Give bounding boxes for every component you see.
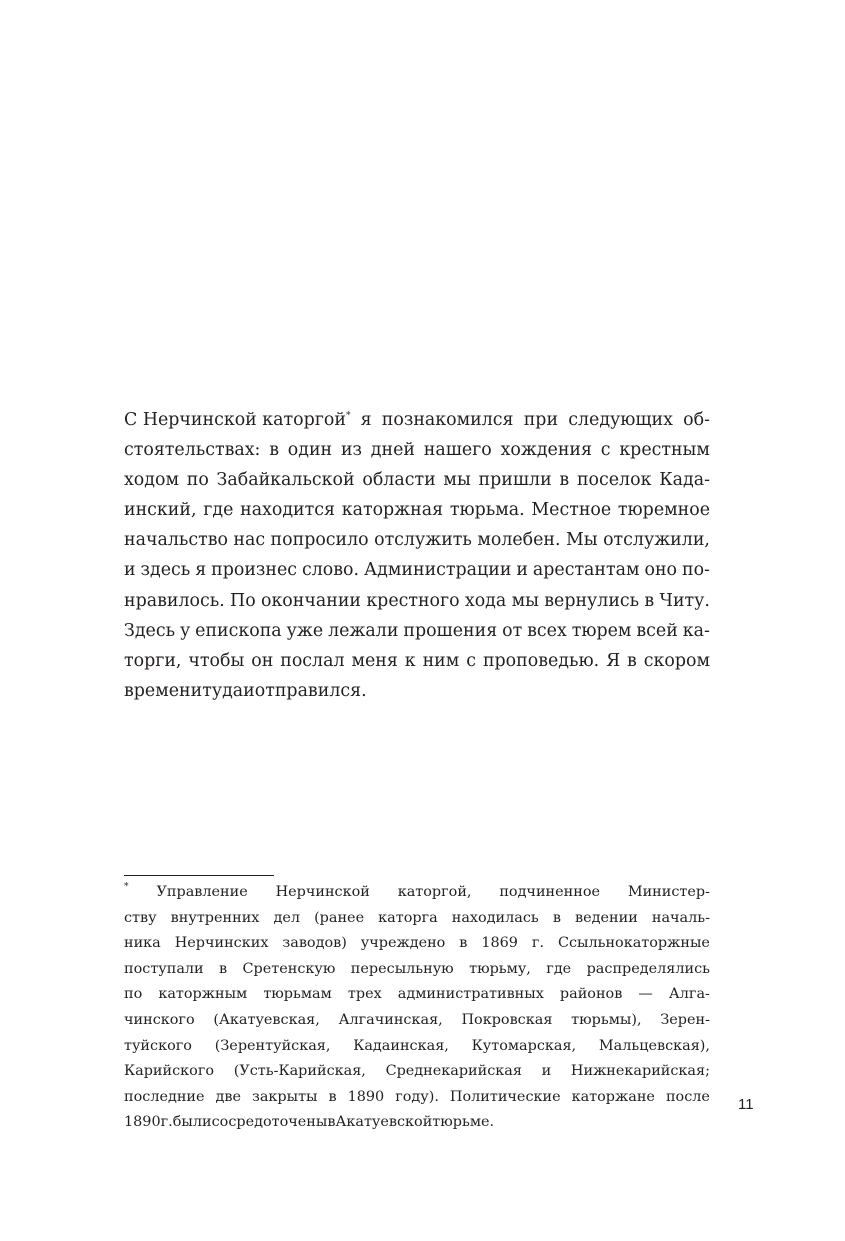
paragraph-line [124, 646, 710, 676]
word: мы [511, 590, 539, 611]
word: с [466, 650, 476, 671]
word: По [230, 590, 256, 611]
word: Читу. [659, 590, 710, 611]
word: ка- [682, 620, 710, 641]
word: мы [443, 470, 471, 491]
word: арестантам [532, 560, 640, 581]
word: районов [559, 986, 623, 1003]
word: у [179, 620, 191, 641]
word: по- [681, 560, 710, 581]
word: времени [124, 680, 203, 701]
word: Местное [531, 500, 612, 521]
paragraph-line [124, 555, 710, 585]
word: г. [531, 935, 545, 952]
word: тюрьме. [432, 1114, 495, 1131]
word: Алга- [668, 986, 710, 1003]
word: ходом [124, 470, 179, 491]
word: отправился. [254, 680, 367, 701]
word: по [124, 986, 143, 1003]
word: каторжным [158, 986, 248, 1003]
word: лежали [328, 620, 399, 641]
word: находится [240, 500, 335, 521]
word: (ранее [314, 909, 365, 926]
word: инский, [124, 500, 197, 521]
word: в [552, 909, 561, 926]
footnote-reference-mark[interactable]: * [345, 411, 351, 421]
paragraph-line-last [124, 676, 710, 706]
footnote-line [124, 1059, 710, 1085]
word: чтобы [188, 650, 245, 671]
word: ника [124, 935, 161, 952]
first-line-start: С Нерчинской каторгой [124, 410, 346, 430]
word: каторгой, [397, 884, 472, 900]
word: произнес [211, 560, 298, 581]
word: тюрьмам [263, 986, 332, 1003]
word: послал [280, 650, 345, 671]
word: от [502, 620, 523, 641]
word: поселок [576, 470, 652, 491]
word: оно [644, 560, 678, 581]
word: — [638, 986, 653, 1003]
word: поступали [124, 960, 204, 977]
word: начальство [124, 530, 228, 551]
word: после [665, 1088, 710, 1105]
word: сосредоточены [211, 1114, 328, 1131]
word: попросило [270, 530, 369, 551]
footnote-line [124, 957, 710, 983]
word: 1890 [347, 1088, 385, 1105]
footnote-separator-rule [124, 875, 274, 876]
word: слово. [302, 560, 360, 581]
word: каторжане [571, 1088, 655, 1105]
paragraph-line [124, 465, 710, 495]
word: скором [643, 650, 710, 671]
word: тюрем [571, 620, 632, 641]
word: учреждено [360, 935, 446, 952]
word: по [186, 470, 209, 491]
word: и [516, 560, 528, 581]
word: были [172, 1114, 212, 1131]
word: хода [464, 590, 507, 611]
word: дней [370, 440, 415, 461]
paragraph-line [124, 435, 710, 465]
word: 1890 [124, 1114, 161, 1131]
word: в [459, 935, 468, 952]
word: проповедью. [482, 650, 600, 671]
word: он [251, 650, 274, 671]
word: Я [606, 650, 621, 671]
paragraph-line [124, 525, 710, 555]
word: Алгачинская, [338, 1011, 443, 1028]
word: две [215, 1088, 242, 1105]
word: в [644, 590, 655, 611]
footnote-line-last [124, 1110, 710, 1136]
word: тюрьму, [469, 960, 531, 977]
word: распределялись [586, 960, 710, 977]
word: (Акатуевская, [213, 1011, 320, 1028]
word: последние [124, 1088, 205, 1105]
word: в [327, 1114, 336, 1131]
word: я [360, 410, 372, 430]
word: прошения [403, 620, 498, 641]
word: в [627, 650, 637, 671]
footnote-line [124, 931, 710, 957]
paragraph-line [124, 616, 710, 646]
word: Среднекарийская [385, 1063, 522, 1080]
word: в [219, 960, 228, 977]
word: трех [347, 986, 382, 1003]
word: уже [286, 620, 324, 641]
footnote-mark: * [124, 882, 129, 892]
word: 1869 [481, 935, 518, 952]
word: и [243, 680, 255, 701]
word: г. [160, 1114, 173, 1131]
word: крестного [366, 590, 460, 611]
word: с [600, 440, 611, 461]
word: здесь [140, 560, 191, 581]
word: каторжная [341, 500, 444, 521]
word: административных [397, 986, 544, 1003]
word: следующих [568, 410, 673, 430]
word: крестным [619, 440, 710, 461]
word: Администрации [364, 560, 512, 581]
word: в [559, 470, 570, 491]
word: меня [351, 650, 398, 671]
footnote-line [124, 1085, 710, 1111]
paragraph-line-first [124, 405, 710, 435]
word: Акатуевской [335, 1114, 433, 1131]
word: пришли [478, 470, 552, 491]
word: нашего [423, 440, 492, 461]
word: (Усть-Карийская, [233, 1063, 366, 1080]
word: один [287, 440, 333, 461]
word: каторга [378, 909, 438, 926]
word: и [124, 560, 136, 581]
word: тюрьмы), [571, 1011, 642, 1028]
footnote [124, 880, 710, 1136]
word: и [541, 1063, 552, 1080]
footnote-line [124, 982, 710, 1008]
word: Зерен- [660, 1011, 710, 1028]
word: отслужили, [603, 530, 710, 551]
word: Када- [659, 470, 710, 491]
word: Ссыльнокаторжные [557, 935, 710, 952]
word: где [203, 500, 234, 521]
word: Нерчинских [174, 935, 269, 952]
word: Карийского [124, 1063, 215, 1080]
word: закрыты [252, 1088, 318, 1105]
page-number: 11 [738, 1096, 754, 1113]
word: об- [683, 410, 710, 430]
word: хождения [500, 440, 592, 461]
word: торги, [124, 650, 182, 671]
word: Мы [565, 530, 598, 551]
word: молебен. [477, 530, 561, 551]
word: в [328, 1088, 337, 1105]
word: подчиненное [499, 884, 601, 900]
word: области [362, 470, 436, 491]
word: нас [233, 530, 266, 551]
footnote-line [124, 906, 710, 932]
word: заводов) [282, 935, 347, 952]
word: Кутомарская, [471, 1037, 577, 1054]
footnote-line [124, 1034, 710, 1060]
word: нравилось. [124, 590, 225, 611]
word: Нерчинской [275, 884, 370, 900]
word: (Зерентуйская, [214, 1037, 331, 1054]
word: стоятельствах: [124, 440, 261, 461]
word: епископа [195, 620, 282, 641]
main-paragraph [124, 405, 710, 706]
word: ведении [575, 909, 638, 926]
word: внутренних [170, 909, 260, 926]
word: в [269, 440, 279, 461]
word: Покровская [461, 1011, 553, 1028]
word: Управление [156, 884, 248, 900]
word: ним [422, 650, 460, 671]
word: я [195, 560, 207, 581]
word: туйского [124, 1037, 192, 1054]
word: всей [636, 620, 678, 641]
word: окончании [260, 590, 362, 611]
word: году). [395, 1088, 439, 1105]
paragraph-line [124, 586, 710, 616]
word: дел [273, 909, 300, 926]
word: Нижнекарийская; [570, 1063, 710, 1080]
word: всех [527, 620, 567, 641]
paragraph-line [124, 495, 710, 525]
word: Министер- [627, 884, 710, 900]
word: тюрьма. [449, 500, 525, 521]
word: Мальцевская), [598, 1037, 710, 1054]
word: Забайкальской [216, 470, 355, 491]
word: Кадаинская, [353, 1037, 449, 1054]
word: из [340, 440, 363, 461]
word: Сретенскую [242, 960, 336, 977]
footnote-first-line-text [157, 880, 711, 906]
word: Политические [449, 1088, 561, 1105]
word: ству [124, 909, 157, 926]
word: Здесь [124, 620, 176, 641]
word: туда [202, 680, 244, 701]
word: при [523, 410, 559, 430]
word: тюремное [617, 500, 710, 521]
word: где [546, 960, 572, 977]
word: отслужить [374, 530, 472, 551]
word: находилась [451, 909, 539, 926]
footnote-line-first [124, 880, 710, 906]
word: пересыльную [350, 960, 454, 977]
footnote-line [124, 1008, 710, 1034]
word: познакомился [381, 410, 514, 430]
word: началь- [651, 909, 710, 926]
word: чинского [124, 1011, 195, 1028]
word: к [404, 650, 416, 671]
word: вернулись [544, 590, 640, 611]
